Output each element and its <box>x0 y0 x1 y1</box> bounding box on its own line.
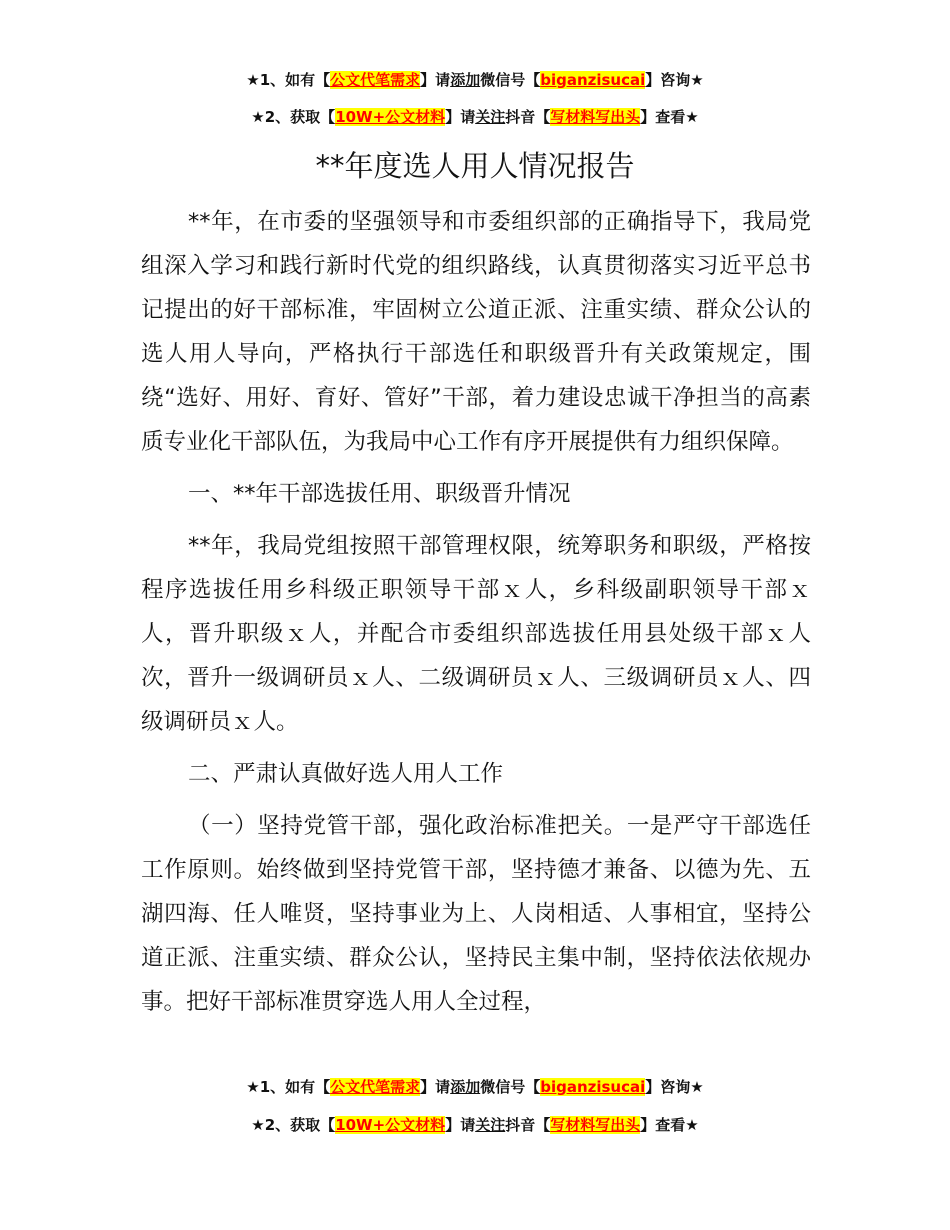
douyin-account: 写材料写出头 <box>550 1116 641 1134</box>
section-heading-2: 二、严肃认真做好选人用人工作 <box>188 761 504 787</box>
paragraph-section-1: **年，我局党组按照干部管理权限，统筹职务和职级，严格按程序选拔任用乡科级正职领导干部ｘ人，乡科级副职领导干部ｘ人，晋升职级ｘ人，并配合市委组织部选拔任用县处级干部ｘ人次，晋升一级调研员ｘ人、二级调研员ｘ人、三级调研员ｘ人、四级调研员ｘ人。 <box>141 533 811 735</box>
banner-text: ★2、获取【 <box>251 108 336 126</box>
promo-banner-bottom-line1 <box>0 1077 950 1097</box>
underlined-text: 添加 <box>450 71 481 89</box>
wechat-id: biganzisucai <box>540 71 646 89</box>
banner-text: 】请 <box>445 108 476 126</box>
banner-text: 微信号【 <box>480 71 541 89</box>
banner-text: 】查看★ <box>640 1116 699 1134</box>
banner-text: 】请 <box>420 71 451 89</box>
banner-text: 】咨询★ <box>645 71 704 89</box>
highlight-text: 10W+公文材料 <box>335 1116 446 1134</box>
banner-text: 抖音【 <box>505 1116 551 1134</box>
document-title: **年度选人用人情况报告 <box>315 149 635 183</box>
section-heading-1: 一、**年干部选拔任用、职级晋升情况 <box>188 481 571 507</box>
paragraph-section-2: （一）坚持党管干部，强化政治标准把关。一是严守干部选任工作原则。始终做到坚持党管干部，坚持德才兼备、以德为先、五湖四海、任人唯贤，坚持事业为上、人岗相适、人事相宜，坚持公道正派、注重实绩、群众公认，坚持民主集中制，坚持依法依规办事。把好干部标准贯穿选人用人全过程， <box>141 813 811 1015</box>
promo-banner-top-line1 <box>0 70 950 90</box>
banner-text: 】请 <box>445 1116 476 1134</box>
highlight-text: 公文代笔需求 <box>330 1078 421 1096</box>
banner-text: ★2、获取【 <box>251 1116 336 1134</box>
highlight-text: 公文代笔需求 <box>330 71 421 89</box>
wechat-id: biganzisucai <box>540 1078 646 1096</box>
banner-text: ★1、如有【 <box>246 71 331 89</box>
underlined-text: 关注 <box>475 108 506 126</box>
underlined-text: 关注 <box>475 1116 506 1134</box>
paragraph-intro: **年，在市委的坚强领导和市委组织部的正确指导下，我局党组深入学习和践行新时代党的组织路线，认真贯彻落实习近平总书记提出的好干部标准，牢固树立公道正派、注重实绩、群众公认的选人用人导向，严格执行干部选任和职级晋升有关政策规定，围绕“选好、用好、育好、管好”干部，着力建设忠诚干净担当的高素质专业化干部队伍，为我局中心工作有序开展提供有力组织保障。 <box>141 209 811 455</box>
douyin-account: 写材料写出头 <box>550 108 641 126</box>
promo-banner-top-line2 <box>0 107 950 127</box>
banner-text: ★1、如有【 <box>246 1078 331 1096</box>
promo-banner-bottom-line2 <box>0 1115 950 1135</box>
highlight-text: 10W+公文材料 <box>335 108 446 126</box>
banner-text: 微信号【 <box>480 1078 541 1096</box>
banner-text: 】查看★ <box>640 108 699 126</box>
banner-text: 】请 <box>420 1078 451 1096</box>
underlined-text: 添加 <box>450 1078 481 1096</box>
document-body <box>141 200 811 1024</box>
banner-text: 抖音【 <box>505 108 551 126</box>
banner-text: 】咨询★ <box>645 1078 704 1096</box>
